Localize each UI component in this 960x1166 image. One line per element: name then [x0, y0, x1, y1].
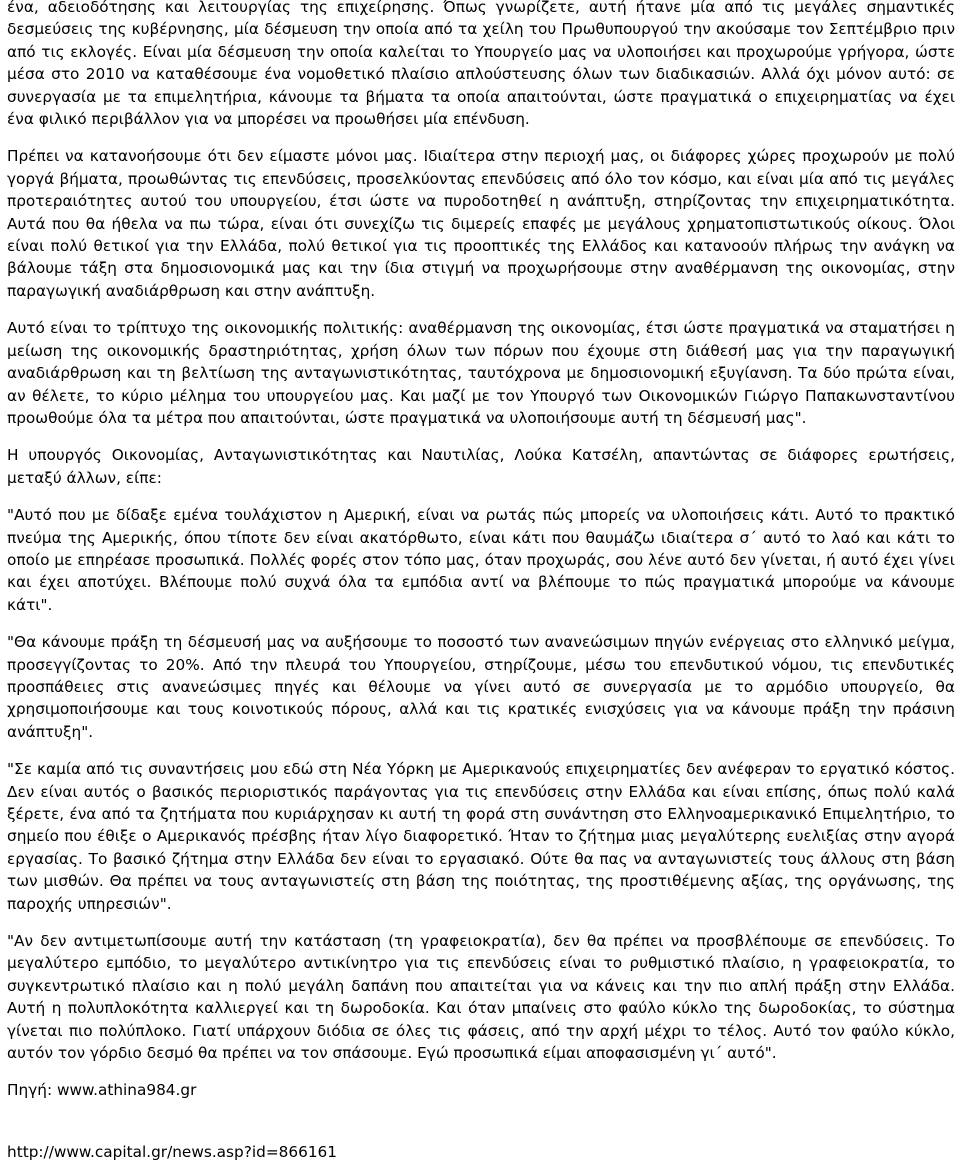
- article-body: [7, 0, 955, 1102]
- paragraph-1: ένα, αδειοδότησης και λειτουργίας της επιχείρησης. Όπως γνωρίζετε, αυτή ήτανε μία από τις μεγάλες σημαντικές δεσμεύσεις της κυβέρνησης, μία δέσμευση την οποία από τα χείλη του Πρωθυπουργού την ακούσαμε τον Σεπτέμβριο πριν από τις εκλογές. Είναι μία δέσμευση την οποία καλείται το Υπουργείο μας να υλοποιήσει και προχωρούμε γρήγορα, ώστε μέσα στο 2010 να καταθέσουμε ένα νομοθετικό πλαίσιο απλούστευσης όλων των διαδικασιών. Αλλά όχι μόνον αυτό: σε συνεργασία με τα επιμελητήρια, κάνουμε τα βήματα τα οποία απαιτούνται, ώστε πραγματικά ο επιχειρηματίας να έχει ένα φιλικό περιβάλλον για να μπορέσει να προωθήσει μία επένδυση.: [7, 0, 955, 129]
- paragraph-4: Η υπουργός Οικονομίας, Ανταγωνιστικότητας και Ναυτιλίας, Λούκα Κατσέλη, απαντώντας σε διάφορες ερωτήσεις, μεταξύ άλλων, είπε:: [7, 446, 955, 487]
- quote-paragraph-3: "Σε καμία από τις συναντήσεις μου εδώ στη Νέα Υόρκη με Αμερικανούς επιχειρηματίες δεν ανέφεραν το εργατικό κόστος. Δεν είναι αυτός ο βασικός περιοριστικός παράγοντας για τις επενδύσεις στην Ελλάδα και είναι επίσης, όπως πολύ καλά ξέρετε, ένα από τα ζητήματα που κυριάρχησαν κι αυτή τη φορά στη συνάντηση στο Ελληνοαμερικανικό Επιμελητήριο, το σημείο που έθιξε ο Αμερικανός πρέσβης ήταν λίγο διαφορετικό. Ήταν το ζήτημα μιας μεγαλύτερης ευελιξίας στην αγορά εργασίας. Το βασικό ζήτημα στην Ελλάδα δεν είναι το εργασιακό. Ούτε θα πας να ανταγωνιστείς τους άλλους στη βάση των μισθών. Θα πρέπει να τους ανταγωνιστείς στη βάση της ποιότητας, της προστιθέμενης αξίας, της οργάνωσης, της παροχής υπηρεσιών".: [7, 760, 955, 913]
- quote-paragraph-4: "Αν δεν αντιμετωπίσουμε αυτή την κατάσταση (τη γραφειοκρατία), δεν θα πρέπει να προσβλέπουμε σε επενδύσεις. Το μεγαλύτερο εμπόδιο, το μεγαλύτερο αντικίνητρο για τις επενδύσεις είναι το ρυθμιστικό πλαίσιο, η γραφειοκρατία, το συγκεντρωτικό πλαίσιο και η πολύ μεγάλη δαπάνη που απαιτείται για να κάνεις και την πιο απλή πράξη στην Ελλάδα. Αυτή η πολυπλοκότητα καλλιεργεί και τη δωροδοκία. Και όταν μπαίνεις στο φαύλο κύκλο της δωροδοκίας, το σύστημα γίνεται πιο πολύπλοκο. Γιατί υπάρχουν διόδια σε όλες τις φάσεις, από την αρχή μέχρι το τέλος. Αυτό τον φαύλο κύκλο, αυτόν τον γόρδιο δεσμό θα πρέπει να τον σπάσουμε. Εγώ προσωπικά είμαι αποφασισμένη γι΄ αυτό".: [7, 932, 955, 1063]
- quote-paragraph-1: "Αυτό που με δίδαξε εμένα τουλάχιστον η Αμερική, είναι να ρωτάς πώς μπορείς να υλοποιήσεις κάτι. Αυτό το πρακτικό πνεύμα της Αμερικής, όπου τίποτε δεν είναι ακατόρθωτο, είναι κάτι που θαυμάζω ιδιαίτερα σ΄ αυτό το λαό και κάτι το οποίο με επηρέασε προσωπικά. Πολλές φορές στον τόπο μας, όταν προχωράς, σου λένε αυτό δεν γίνεται, ή αυτό έχει γίνει και έχει αποτύχει. Βλέπουμε πολύ συχνά όλα τα εμπόδια αντί να βλέπουμε το πώς πραγματικά μπορούμε να κάνουμε κάτι".: [7, 506, 955, 614]
- paragraph-3: Αυτό είναι το τρίπτυχο της οικονομικής πολιτικής: αναθέρμανση της οικονομίας, έτσι ώστε πραγματικά να σταματήσει η μείωση της οικονομικής δραστηριότητας, χρήση όλων των πόρων που έχουμε στη διάθεσή μας για την παραγωγική αναδιάρθρωση και τη βελτίωση της ανταγωνιστικότητας, ταυτόχρονα με δημοσιονομική εξυγίανση. Τα δύο πρώτα είναι, αν θέλετε, το κύριο μέλημα του υπουργείου μας. Και μαζί με τον Υπουργό των Οικονομικών Γιώργο Παπακωνσταντίνου προωθούμε όλα τα μέτρα που απαιτούνται, ώστε πραγματικά να υλοποιήσουμε αυτή τη δέσμευσή μας".: [7, 319, 955, 427]
- page-footer-url: http://www.capital.gr/news.asp?id=866161: [7, 1143, 338, 1161]
- quote-paragraph-2: "Θα κάνουμε πράξη τη δέσμευσή μας να αυξήσουμε το ποσοστό των ανανεώσιμων πηγών ενέργειας στο ελληνικό μείγμα, προσεγγίζοντας το 20%. Από την πλευρά του Υπουργείου, στηρίζουμε, μέσω του επενδυτικού νόμου, τις επενδυτικές προσπάθειες στις ανανεώσιμες πηγές και θέλουμε να γίνει αυτό σε συνεργασία με το αρμόδιο υπουργείο, θα χρησιμοποιήσουμε και τους κοινοτικούς πόρους, αλλά και τις κρατικές ενισχύσεις για να κάνουμε πράξη την πράσινη ανάπτυξη".: [7, 633, 955, 741]
- source-line: Πηγή: www.athina984.gr: [7, 1081, 197, 1100]
- paragraph-2: Πρέπει να κατανοήσουμε ότι δεν είμαστε μόνοι μας. Ιδιαίτερα στην περιοχή μας, οι διάφορες χώρες προχωρούν με πολύ γοργά βήματα, προωθώντας τις επενδύσεις, προσελκύοντας επενδύσεις από όλο τον κόσμο, και είναι μία από τις μεγάλες προτεραιότητες αυτού του υπουργείου, έτσι ώστε να πυροδοτηθεί η ανάπτυξη, στηρίζοντας την επιχειρηματικότητα. Αυτά που θα ήθελα να πω τώρα, είναι ότι συνεχίζω τις διμερείς επαφές με μεγάλους χρηματοπιστωτικούς οίκους. Όλοι είναι πολύ θετικοί για την Ελλάδα, πολύ θετικοί για τις προοπτικές της Ελλάδος και κατανοούν πλήρως την ανάγκη να βάλουμε τάξη στα δημοσιονομικά μας και την ίδια στιγμή να προχωρήσουμε στην αναθέρμανση της οικονομίας, στην παραγωγική αναδιάρθρωση και στην ανάπτυξη.: [7, 147, 955, 300]
